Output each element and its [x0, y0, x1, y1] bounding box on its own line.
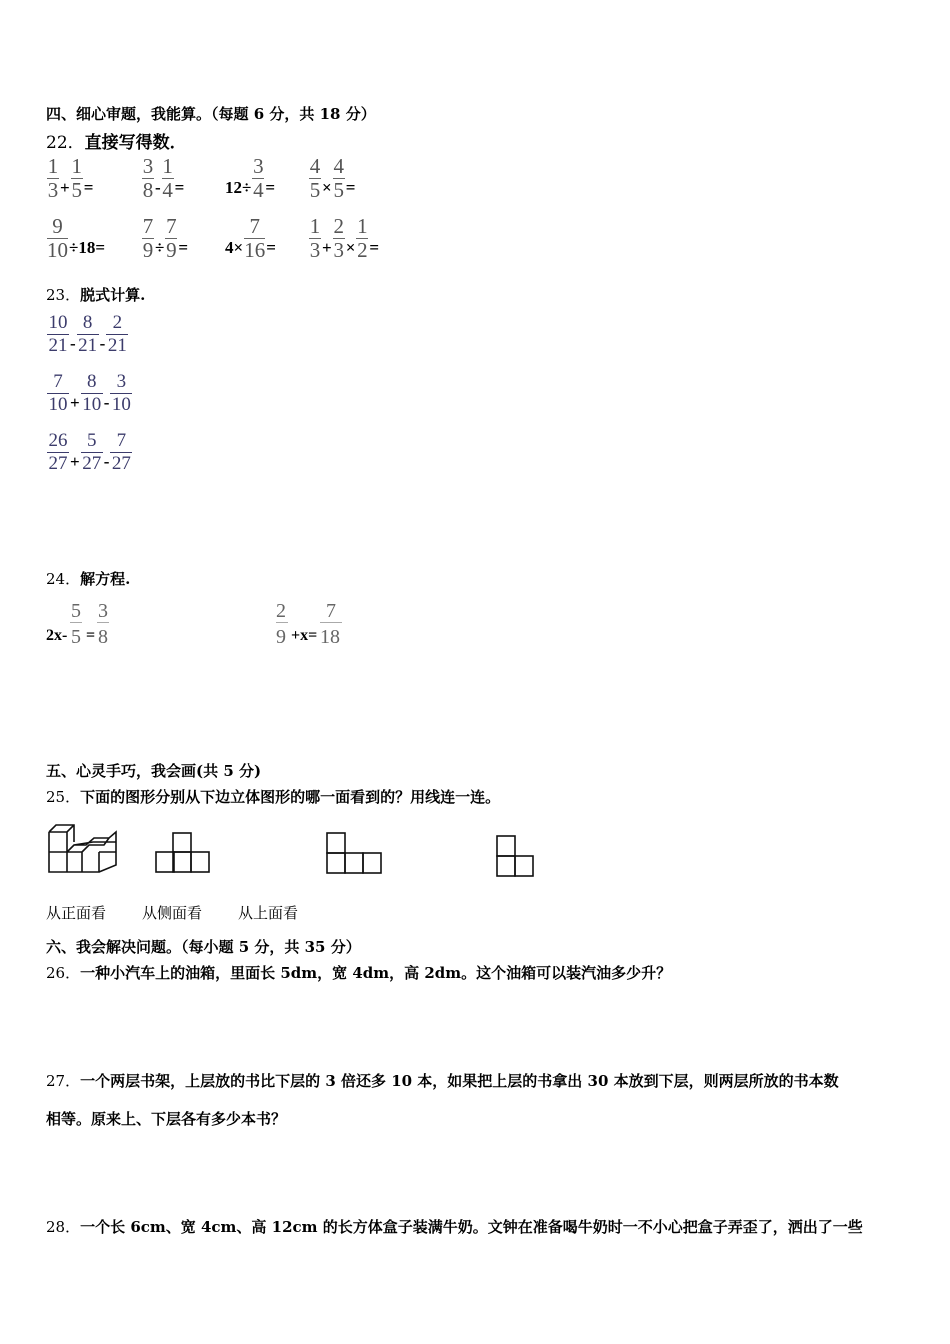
view-label-side: 从侧面看 — [142, 904, 203, 922]
mental-math-item — [46, 216, 105, 261]
fraction — [165, 216, 177, 261]
view-figure-small-l — [496, 835, 536, 879]
q23-heading — [46, 284, 145, 305]
denominator: 27 — [82, 453, 102, 474]
operator: ÷18= — [69, 237, 106, 257]
denominator: 5 — [333, 178, 344, 202]
q26-text — [46, 962, 671, 983]
denominator: 9 — [142, 238, 154, 262]
denominator: 27 — [48, 453, 68, 474]
fraction — [142, 156, 154, 201]
operator: + — [70, 392, 80, 412]
q24-label: 24． — [46, 570, 81, 588]
fraction — [162, 156, 174, 201]
numerator: 7 — [249, 214, 260, 238]
mental-math-item — [225, 156, 275, 201]
operator: = — [266, 237, 276, 257]
operator: - — [99, 333, 106, 353]
numerator: 9 — [52, 214, 63, 238]
fraction — [142, 216, 154, 261]
q22-title: 直接写得数． — [84, 133, 187, 153]
operator: - — [70, 333, 76, 353]
fraction — [47, 431, 69, 474]
numerator: 7 — [166, 214, 177, 238]
q25-label: 25． — [46, 788, 81, 806]
denominator: 5 — [71, 178, 82, 202]
denominator: 10 — [48, 394, 68, 415]
fraction — [110, 431, 132, 474]
eq2-num-b: 7 — [326, 600, 336, 622]
operator: + — [70, 451, 80, 471]
q26-label: 26． — [46, 964, 81, 982]
numerator: 7 — [53, 371, 63, 392]
q28-text — [46, 1216, 863, 1237]
operator: = — [265, 177, 276, 197]
q24-heading — [46, 568, 130, 589]
mental-math-item — [308, 156, 355, 201]
denominator: 2 — [357, 238, 368, 262]
q23-title: 脱式计算. — [80, 286, 146, 304]
section-5-heading: 五、心灵手巧，我会画(共 5 分) — [46, 762, 262, 780]
denominator: 3 — [333, 238, 344, 262]
numerator: 1 — [47, 154, 59, 178]
q25-question: 下面的图形分别从下边立体图形的哪一面看到的？用线连一连。 — [80, 788, 501, 806]
eq2-den-b: 18 — [320, 626, 340, 648]
mental-math-item — [141, 156, 184, 201]
operator: = — [178, 237, 189, 257]
view-figure-l-shape — [326, 832, 384, 874]
q28-label: 28． — [46, 1218, 81, 1236]
q27-text-line-1 — [46, 1070, 839, 1091]
numerator: 5 — [86, 430, 97, 451]
q27-question-1: 一个两层书架，上层放的书比下层的 3 倍还多 10 本，如果把上层的书拿出 30 本放到下层，则两层所放的书本数 — [80, 1072, 839, 1090]
denominator: 21 — [78, 335, 98, 356]
denominator: 4 — [162, 178, 173, 202]
fraction — [47, 313, 69, 356]
fraction — [47, 372, 69, 415]
fraction — [81, 431, 103, 474]
q24-title: 解方程. — [80, 570, 131, 588]
eq1-num-a: 5 — [71, 600, 81, 622]
denominator: 10 — [111, 394, 131, 415]
denominator: 5 — [309, 178, 321, 202]
mental-math-item — [46, 156, 93, 201]
numerator: 1 — [309, 214, 321, 238]
fraction — [309, 156, 321, 201]
fraction — [77, 313, 99, 356]
q25-text — [46, 786, 500, 807]
eq1-lead: 2x- — [46, 627, 68, 644]
mental-math-item — [141, 216, 188, 261]
numerator: 2 — [333, 214, 344, 238]
q27-text-line-2: 相等。原来上、下层各有多少本书？ — [46, 1110, 287, 1128]
denominator: 10 — [47, 238, 68, 262]
numerator: 1 — [357, 214, 368, 238]
operator: × — [345, 237, 356, 257]
operator: × — [322, 177, 332, 197]
q27-label: 27． — [46, 1072, 81, 1090]
fraction — [333, 156, 345, 201]
eq2-num-a: 2 — [276, 600, 286, 622]
fraction — [71, 156, 83, 201]
view-label-front: 从正面看 — [46, 904, 107, 922]
mental-math-item — [225, 216, 276, 261]
numerator: 3 — [253, 154, 264, 178]
operator: ÷ — [155, 237, 165, 257]
view-figure-t-shape — [155, 832, 213, 874]
numerator: 4 — [333, 154, 344, 178]
fraction — [244, 216, 265, 261]
numerator: 3 — [116, 371, 127, 392]
denominator: 4 — [253, 178, 264, 202]
fraction — [81, 372, 103, 415]
operator: = — [369, 237, 380, 257]
operator: + — [60, 177, 70, 197]
numerator: 7 — [142, 214, 154, 238]
operator: = — [174, 177, 185, 197]
operand-prefix: 4× — [225, 237, 244, 257]
numerator: 3 — [142, 154, 154, 178]
denominator: 3 — [47, 178, 59, 202]
numerator: 26 — [48, 430, 68, 451]
mental-math-item — [308, 216, 379, 261]
q28-question: 一个长 6cm、宽 4cm、高 12cm 的长方体盒子装满牛奶。文钟在准备喝牛奶时一不小心把盒子弄歪了，洒出了一些 — [80, 1218, 863, 1236]
fraction — [356, 216, 368, 261]
eq1-num-b: 3 — [98, 600, 108, 622]
section-6-heading: 六、我会解决问题。（每小题 5 分，共 35 分） — [46, 938, 361, 956]
denominator: 21 — [107, 335, 127, 356]
fraction — [106, 313, 128, 356]
fraction — [309, 216, 321, 261]
fraction — [47, 156, 59, 201]
denominator: 21 — [48, 335, 68, 356]
fraction — [252, 156, 264, 201]
operand-prefix: 12÷ — [225, 177, 252, 197]
q23-label: 23． — [46, 286, 81, 304]
numerator: 1 — [71, 154, 82, 178]
numerator: 8 — [86, 371, 97, 392]
numerator: 4 — [309, 154, 321, 178]
operator: - — [155, 177, 161, 197]
numerator: 7 — [116, 430, 127, 451]
eq2-mid: +x= — [291, 627, 318, 644]
denominator: 16 — [244, 238, 266, 262]
denominator: 8 — [142, 178, 154, 202]
denominator: 3 — [309, 238, 321, 262]
fraction — [47, 216, 68, 261]
denominator: 9 — [166, 238, 177, 262]
numerator: 10 — [48, 312, 68, 333]
denominator: 10 — [82, 394, 102, 415]
operator: + — [322, 237, 332, 257]
q26-question: 一种小汽车上的油箱，里面长 5dm，宽 4dm，高 2dm。这个油箱可以装汽油多少升？ — [80, 964, 672, 982]
section-4-heading: 四、细心审题，我能算。（每题 6 分，共 18 分） — [46, 105, 376, 123]
fraction — [333, 216, 345, 261]
eq2-den-a: 9 — [276, 626, 286, 648]
eq1-den-b: 8 — [98, 626, 108, 648]
eq1-equals: = — [86, 627, 96, 644]
operator: = — [83, 177, 94, 197]
denominator: 27 — [111, 453, 131, 474]
cube-solid-figure — [46, 822, 118, 874]
operator: - — [103, 451, 110, 471]
q22-label: 22． — [46, 133, 85, 153]
operator: = — [345, 177, 356, 197]
eq1-den-a: 5 — [71, 626, 81, 648]
fraction — [110, 372, 132, 415]
q22-heading — [46, 128, 187, 153]
numerator: 1 — [162, 154, 173, 178]
numerator: 2 — [112, 312, 123, 333]
numerator: 8 — [82, 312, 93, 333]
operator: - — [103, 392, 110, 412]
view-label-top: 从上面看 — [238, 904, 299, 922]
